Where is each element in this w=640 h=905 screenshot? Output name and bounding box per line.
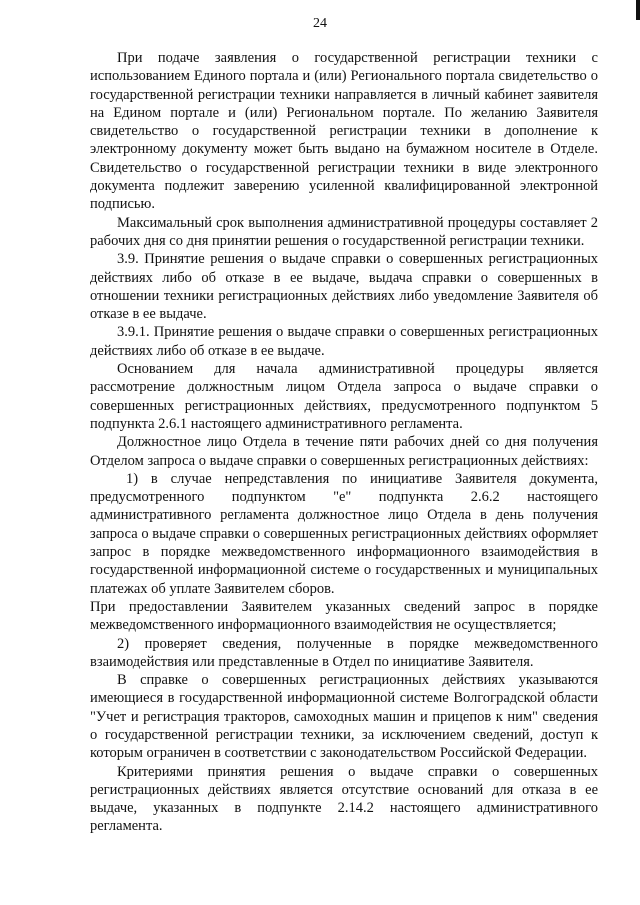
paragraph-portal-certificate: При подаче заявления о государственной регистрации техники с использованием Единого портала и (или) Регионального портала свидетельство о государственной регистрации техники направляется в личный кабинет заявителя на Едином портале и (или) Региональном портале. По желанию Заявителя свидетельство о государственной регистрации техники в дополнение к электронному документу может быть выдано на бумажном носителе в Отделе. Свидетельство о государственной регистрации техники в виде электронного документа подлежит заверению усиленной квалифицированной электронной подписью. [90, 50, 598, 213]
paragraph-criteria: Критериями принятия решения о выдаче справки о совершенных регистрационных действиях является отсутствие оснований для отказа в ее выдаче, указанных в подпункте 2.14.2 настоящего административного регламента. [90, 763, 598, 835]
list-item-1: 1) в случае непредставления по инициативе Заявителя документа, предусмотренного подпунктом "е" подпункта 2.6.2 настоящего административного регламента должностное лицо Отдела в день получения запроса о выдаче справки о совершенных регистрационных действиях оформляет запрос в порядке межведомственного информационного взаимодействия в государственной информационной системе о государственных и муниципальных платежах об уплате Заявителем сборов. [90, 470, 598, 597]
paragraph-provision-note: При предоставлении Заявителем указанных сведений запрос в порядке межведомственного информационного взаимодействия не осуществляется; [90, 598, 598, 634]
document-body [90, 49, 598, 836]
list-item-2: 2) проверяет сведения, полученные в порядке межведомственного взаимодействия или представленные в Отдел по инициативе Заявителя. [90, 635, 598, 670]
paragraph-grounds: Основанием для начала административной процедуры является рассмотрение должностным лицом Отдела запроса о выдаче справки о совершенных регистрационных действиях, предусмотренного подпунктом 5 подпункта 2.6.1 настоящего административного регламента. [90, 361, 598, 432]
paragraph-certificate-contents: В справке о совершенных регистрационных действиях указываются имеющиеся в государственной информационной системе Волгоградской области "Учет и регистрация тракторов, самоходных машин и прицепов к ним" сведения о государственной регистрации техники, за исключением сведений, доступ к которым ограничен в соответствии с законодательством Российской Федерации. [90, 672, 598, 762]
paragraph-official-duties: Должностное лицо Отдела в течение пяти рабочих дней со дня получения Отделом запроса о выдаче справки о совершенных регистрационных действиях: [90, 434, 598, 469]
paragraph-section-3-9: 3.9. Принятие решения о выдаче справки о совершенных регистрационных действиях либо об отказе в ее выдаче, выдача справки о совершенных в отношении техники регистрационных действиях либо уведомление Заявителя об отказе в ее выдаче. [90, 251, 598, 323]
paragraph-section-3-9-1: 3.9.1. Принятие решения о выдаче справки о совершенных регистрационных действиях либо об отказе в ее выдаче. [90, 324, 598, 359]
paragraph-max-term: Максимальный срок выполнения административной процедуры составляет 2 рабочих дня со дня принятии решения о государственной регистрации техники. [90, 214, 598, 249]
page-number: 24 [313, 16, 327, 31]
